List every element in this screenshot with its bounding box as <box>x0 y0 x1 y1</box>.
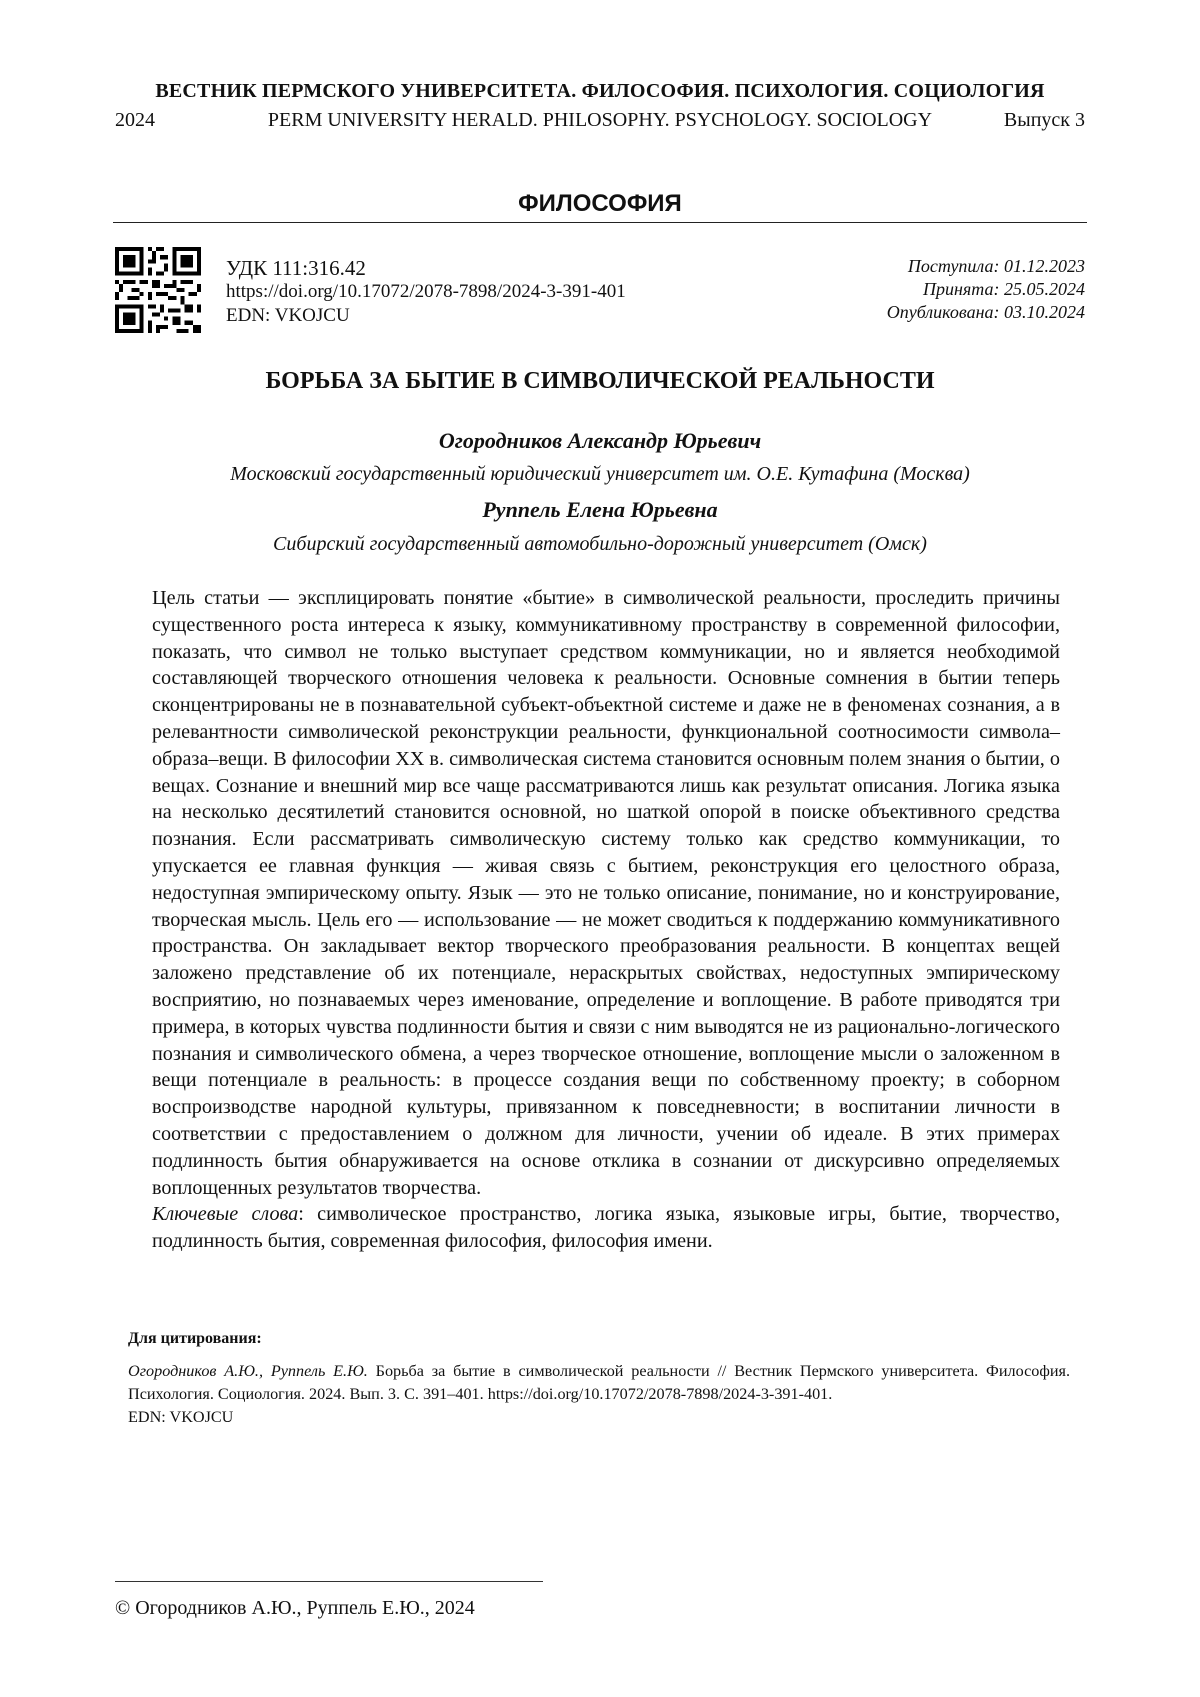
citation-authors: Огородников А.Ю., Руппель Е.Ю. <box>128 1362 368 1380</box>
author-name-2: Руппель Елена Юрьевна <box>482 497 718 522</box>
article-identifiers <box>226 256 626 328</box>
footnote-divider <box>115 1581 543 1582</box>
udk-code: УДК 111:316.42 <box>226 256 366 280</box>
published-date: Опубликована: 03.10.2024 <box>886 302 1085 322</box>
article-dates <box>887 255 1085 324</box>
citation-edn: EDN: VKOJCU <box>128 1408 234 1426</box>
abstract-text: Цель статьи — эксплицировать понятие «бытие» в символической реальности, проследить причины существенного роста интереса к языку, коммуникативному пространству в современной философии, показать, что символ не только выступает средством коммуникации, но и является необходимой составляющей творческого отношения человека к реальности. Основные сомнения в бытии теперь сконцентрированы не в познавательной субъект-объектной системе и даже не в феноменах сознания, а в релевантности символической реконструкции реальности, функциональной соотносимости символа–образа–вещи. В философии XX в. символическая система становится основным полем знания о бытии, о вещах. Сознание и внешний мир все чаще рассматриваются лишь как результат описания. Логика языка на несколько десятилетий становится основной, но шаткой опорой в поиске объективного средства познания. Если рассматривать символическую систему только как средство коммуникации, то упускается ее главная функция — живая связь с бытием, реконструкция его целостного образа, недоступная эмпирическому опыту. Язык — это не только описание, понимание, но и конструирование, творческая мысль. Цель его — использование — не может сводиться к поддержанию коммуникативного пространства. Он закладывает вектор творческого преобразования реальности. В концептах вещей заложено представление об их потенциале, нераскрытых свойствах, недоступных эмпирическому восприятию, но познаваемых через именование, определение и воплощение. В работе приводятся три примера, в которых чувства подлинности бытия и связи с ним выводятся не из рационально-логического познания и символического обмена, а через творческое отношение, воплощение мысли о заложенном в вещи потенциале в реальность: в процессе создания вещи по собственному проекту; в соборном воспроизводстве народной культуры, привязанном к повседневности; в воспитании личности в соответствии с предоставлением о должном для личности, учении об идеале. В этих примерах подлинность бытия обнаруживается на основе отклика в сознании от дискурсивно определяемых воплощенных результатов творчества. <box>152 587 1060 1199</box>
journal-year: 2024 <box>115 109 155 131</box>
journal-title: ВЕСТНИК ПЕРМСКОГО УНИВЕРСИТЕТА. ФИЛОСОФИЯ. ПСИХОЛОГИЯ. СОЦИОЛОГИЯ <box>155 80 1045 102</box>
citation <box>128 1360 1070 1429</box>
doi-link[interactable]: https://doi.org/10.17072/2078-7898/2024-3-391-401 <box>226 281 626 302</box>
author-name-1: Огородников Александр Юрьевич <box>438 428 762 453</box>
qr-code-icon <box>115 247 201 333</box>
received-date: Поступила: 01.12.2023 <box>907 256 1085 276</box>
citation-heading: Для цитирования: <box>128 1330 262 1347</box>
keywords <box>152 1201 1060 1255</box>
keywords-label: Ключевые слова <box>152 1203 299 1226</box>
article-title: БОРЬБА ЗА БЫТИЕ В СИМВОЛИЧЕСКОЙ РЕАЛЬНОСТИ <box>265 368 935 394</box>
section-divider <box>113 222 1087 223</box>
abstract <box>152 585 1060 1255</box>
edn-code: EDN: VKOJCU <box>226 305 350 326</box>
section-heading: ФИЛОСОФИЯ <box>518 190 682 217</box>
author-affiliation-1: Московский государственный юридический университет им. О.Е. Кутафина (Москва) <box>230 463 970 485</box>
journal-issue: Выпуск 3 <box>1003 109 1085 131</box>
copyright: © Огородников А.Ю., Руппель Е.Ю., 2024 <box>115 1597 475 1619</box>
keywords-list: : символическое пространство, логика языка, языковые игры, бытие, творчество, подлинность бытия, современная философия, философия имени. <box>152 1203 1060 1253</box>
author-affiliation-2: Сибирский государственный автомобильно-дорожный университет (Омск) <box>273 533 927 555</box>
citation-text: Борьба за бытие в символической реальности // Вестник Пермского университета. Философия. Психология. Социология. 2024. Вып. 3. С. 391–401. https://doi.org/10.17072/2078-7898/2024-3-391-401. <box>128 1362 1070 1403</box>
accepted-date: Принята: 25.05.2024 <box>922 279 1085 299</box>
journal-title-en: PERM UNIVERSITY HERALD. PHILOSOPHY. PSYCHOLOGY. SOCIOLOGY <box>267 109 933 131</box>
